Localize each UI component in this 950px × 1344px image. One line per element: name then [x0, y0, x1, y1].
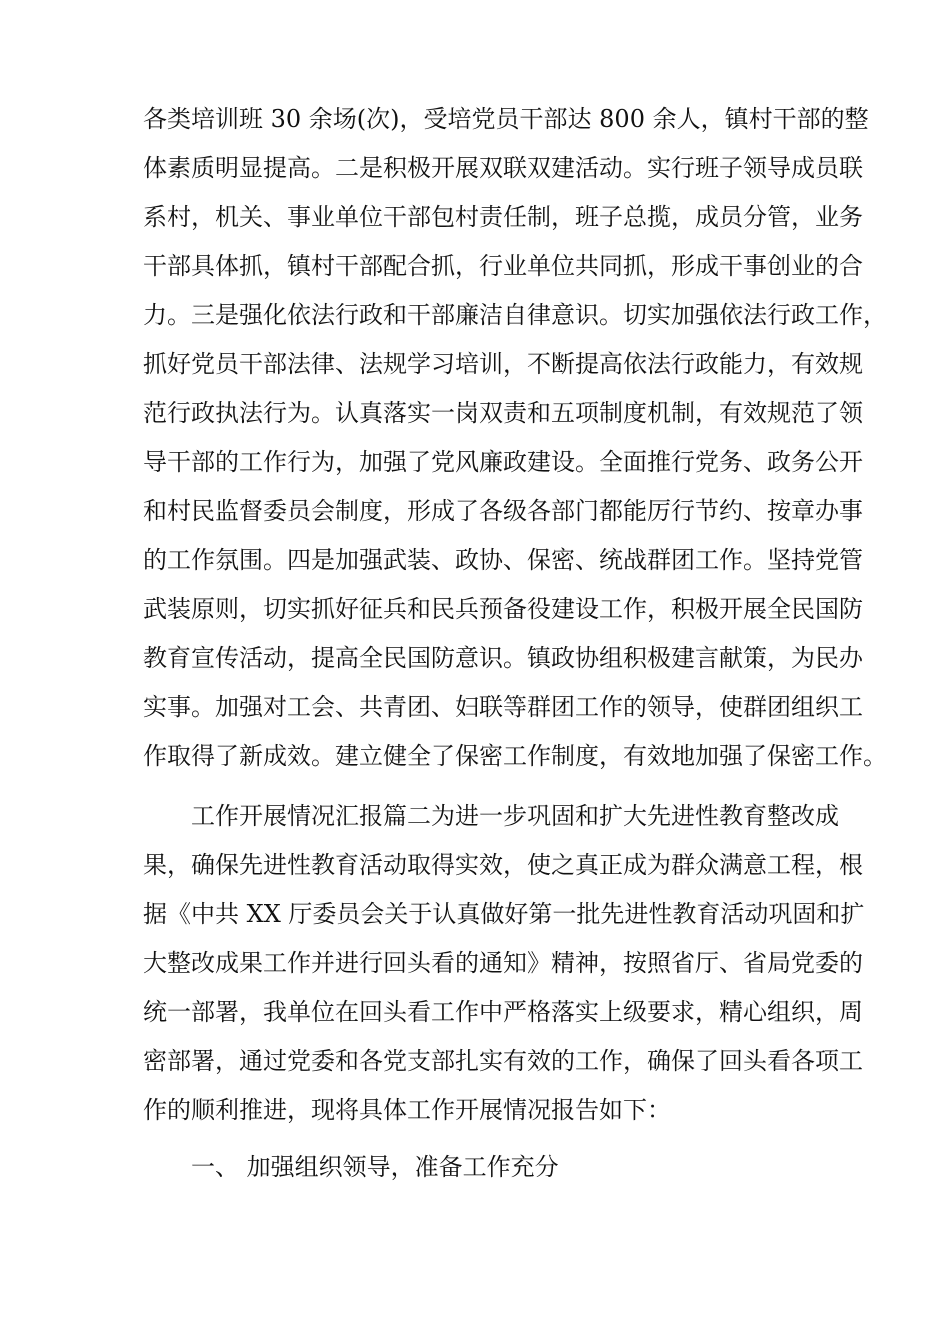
paragraph-line: 和村民监督委员会制度，形成了各级各部门都能厉行节约、按章办事	[143, 497, 863, 525]
paragraph-line: 大整改成果工作并进行回头看的通知》精神，按照省厅、省局党委的	[143, 949, 863, 977]
paragraph-line: 统一部署，我单位在回头看工作中严格落实上级要求，精心组织，周	[143, 998, 863, 1026]
paragraph-1	[143, 95, 887, 781]
paragraph-line: 据《中共 XX 厅委员会关于认真做好第一批先进性教育活动巩固和扩	[143, 900, 865, 928]
paragraph-line: 果，确保先进性教育活动取得实效，使之真正成为群众满意工程，根	[143, 851, 863, 879]
paragraph-line: 抓好党员干部法律、法规学习培训，不断提高依法行政能力，有效规	[143, 350, 863, 378]
paragraph-line: 作的顺利推进，现将具体工作开展情况报告如下：	[143, 1096, 671, 1124]
section-heading: 一、 加强组织领导，准备工作充分	[191, 1153, 559, 1181]
paragraph-line: 干部具体抓，镇村干部配合抓，行业单位共同抓，形成干事创业的合	[143, 252, 863, 280]
paragraph-line: 作取得了新成效。建立健全了保密工作制度，有效地加强了保密工作。	[143, 742, 887, 770]
paragraph-line: 力。三是强化依法行政和干部廉洁自律意识。切实加强依法行政工作，	[143, 301, 887, 329]
section-heading-block	[143, 1143, 823, 1192]
paragraph-line: 系村，机关、事业单位干部包村责任制，班子总揽，成员分管，业务	[143, 203, 863, 231]
paragraph-line: 教育宣传活动，提高全民国防意识。镇政协组积极建言献策，为民办	[143, 644, 863, 672]
paragraph-line: 工作开展情况汇报篇二为进一步巩固和扩大先进性教育整改成	[191, 802, 839, 830]
paragraph-line: 实事。加强对工会、共青团、妇联等群团工作的领导，使群团组织工	[143, 693, 863, 721]
paragraph-line: 武装原则，切实抓好征兵和民兵预备役建设工作，积极开展全民国防	[143, 595, 863, 623]
paragraph-line: 导干部的工作行为，加强了党风廉政建设。全面推行党务、政务公开	[143, 448, 863, 476]
paragraph-line: 各类培训班 30 余场(次)，受培党员干部达 800 余人，镇村干部的整	[143, 105, 869, 133]
paragraph-line: 范行政执法行为。认真落实一岗双责和五项制度机制，有效规范了领	[143, 399, 863, 427]
paragraph-line: 体素质明显提高。二是积极开展双联双建活动。实行班子领导成员联	[143, 154, 863, 182]
paragraph-line: 的工作氛围。四是加强武装、政协、保密、统战群团工作。坚持党管	[143, 546, 863, 574]
paragraph-2	[143, 792, 865, 1135]
paragraph-line: 密部署，通过党委和各党支部扎实有效的工作，确保了回头看各项工	[143, 1047, 863, 1075]
